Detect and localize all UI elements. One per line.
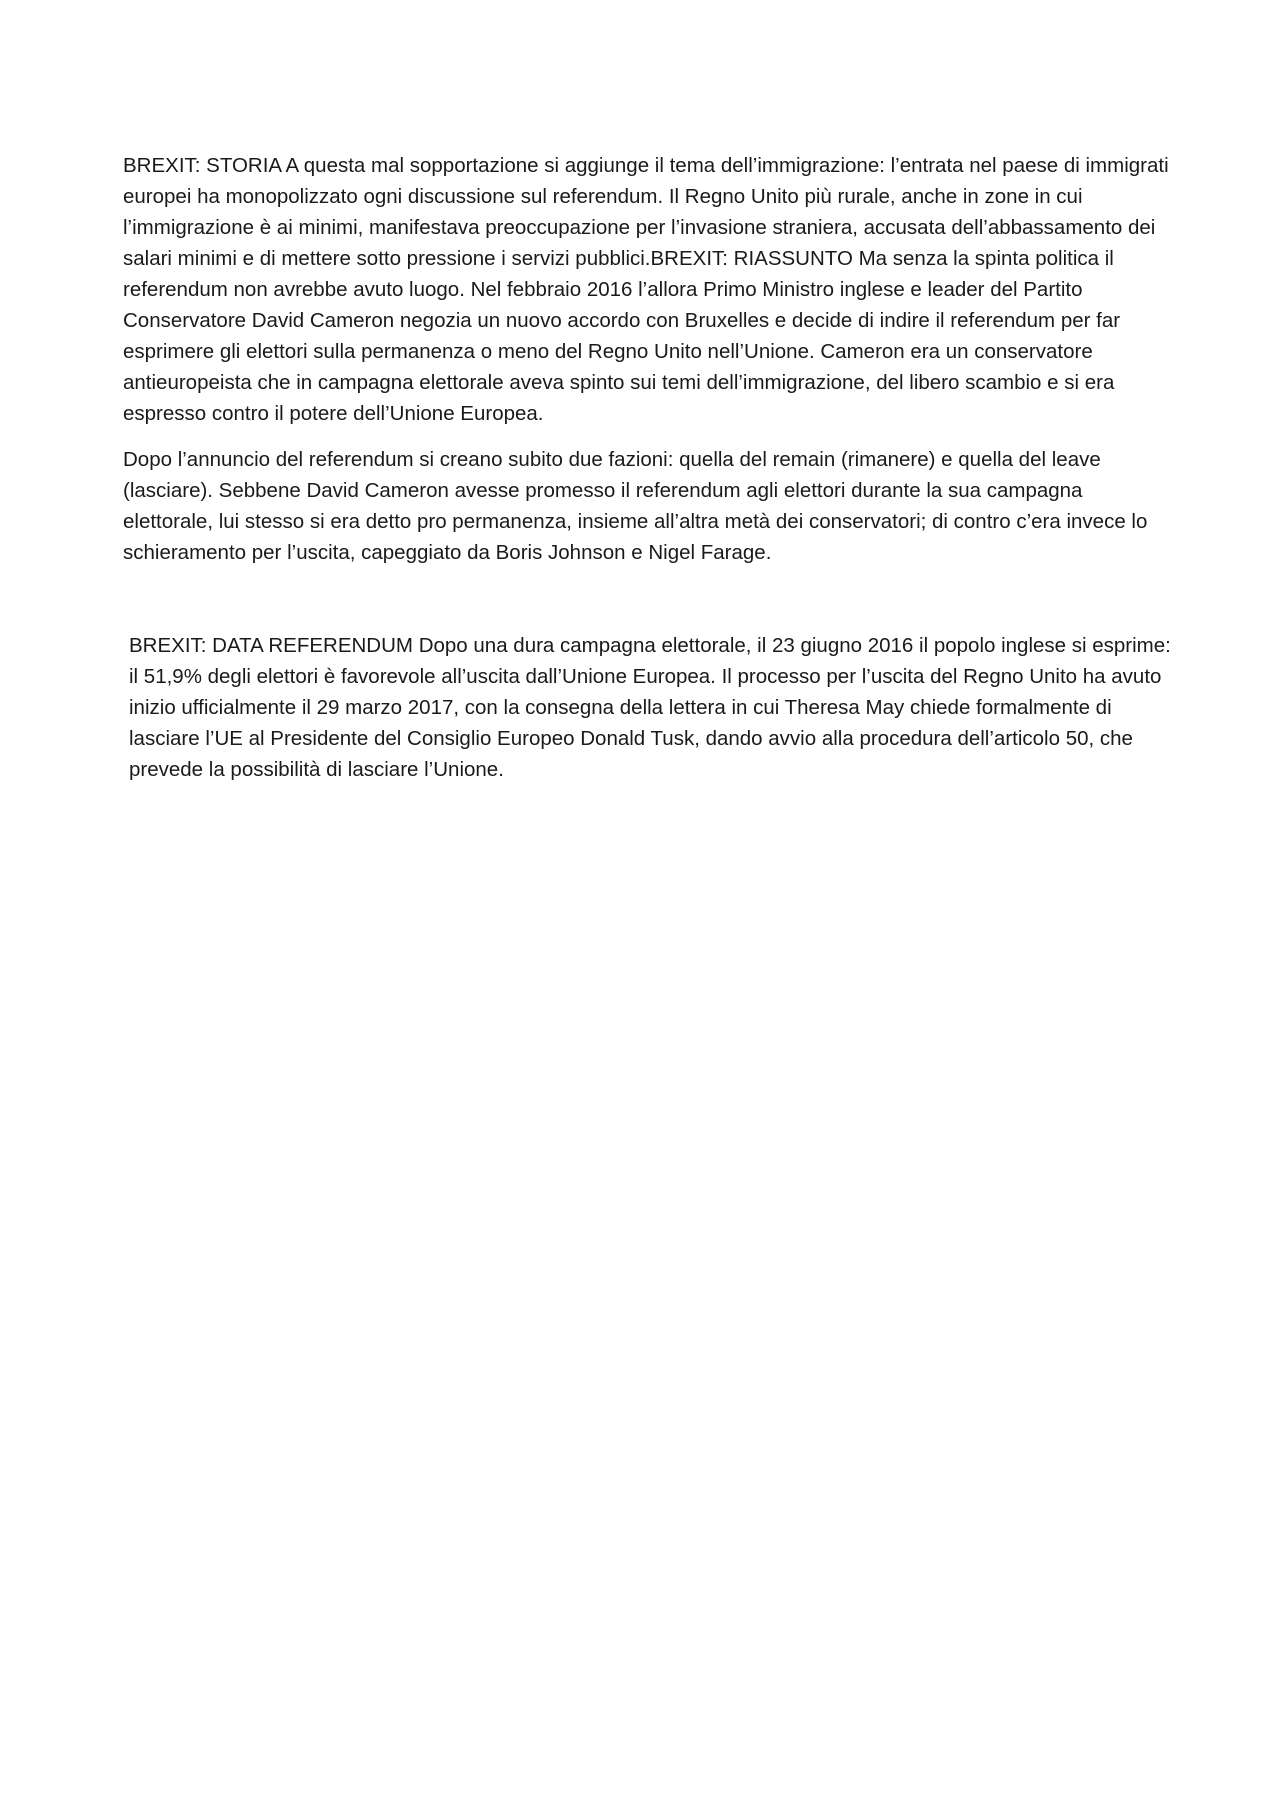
document-body xyxy=(123,150,1173,785)
paragraph-fazioni: Dopo l’annuncio del referendum si creano subito due fazioni: quella del remain (rimanere) e quella del leave (lasciare). Sebbene David Cameron avesse promesso il referendum agli elettori durante la sua campagna elettorale, lui stesso si era detto pro permanenza, insieme all’altra metà dei conservatori; di contro c’era invece lo schieramento per l’uscita, capeggiato da Boris Johnson e Nigel Farage. xyxy=(123,448,1148,564)
paragraph-storia: BREXIT: STORIA A questa mal sopportazione si aggiunge il tema dell’immigrazione: l’entrata nel paese di immigrati europei ha monopolizzato ogni discussione sul referendum. Il Regno Unito più rurale, anche in zone in cui l’immigrazione è ai minimi, manifestava preoccupazione per l’invasione straniera, accusata dell’abbassamento dei salari minimi e di mettere sotto pressione i servizi pubblici.BREXIT: RIASSUNTO Ma senza la spinta politica il referendum non avrebbe avuto luogo. Nel febbraio 2016 l’allora Primo Ministro inglese e leader del Partito Conservatore David Cameron negozia un nuovo accordo con Bruxelles e decide di indire il referendum per far esprimere gli elettori sulla permanenza o meno del Regno Unito nell’Unione. Cameron era un conservatore antieuropeista che in campagna elettorale aveva spinto sui temi dell’immigrazione, del libero scambio e si era espresso contro il potere dell’Unione Europea. xyxy=(123,154,1169,425)
paragraph-data-referendum: BREXIT: DATA REFERENDUM Dopo una dura campagna elettorale, il 23 giugno 2016 il popolo inglese si esprime: il 51,9% degli elettori è favorevole all’uscita dall’Unione Europea. Il processo per l’uscita del Regno Unito ha avuto inizio ufficialmente il 29 marzo 2017, con la consegna della lettera in cui Theresa May chiede formalmente di lasciare l’UE al Presidente del Consiglio Europeo Donald Tusk, dando avvio alla procedura dell’articolo 50, che prevede la possibilità di lasciare l’Unione. xyxy=(129,634,1171,781)
paragraph-spacer xyxy=(123,568,1173,630)
